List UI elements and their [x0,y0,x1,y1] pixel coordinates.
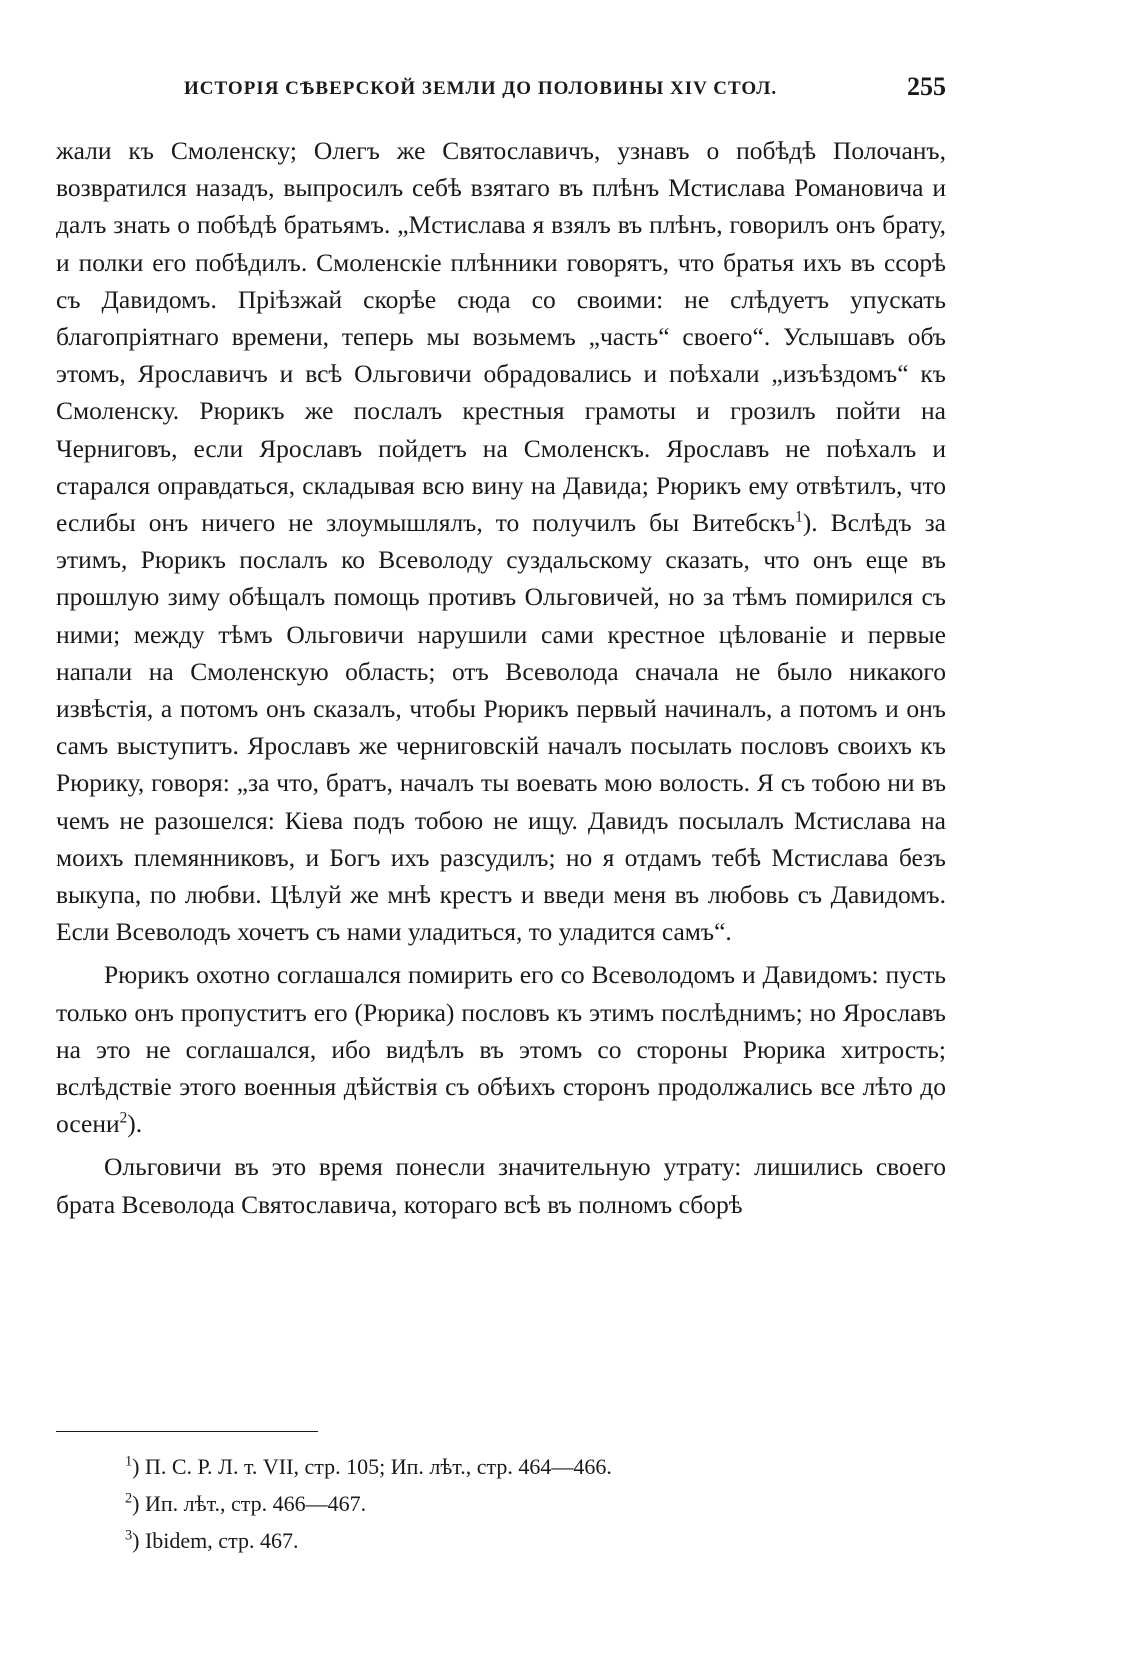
paragraph-1 [56,132,946,950]
footnote-mark-2: 2 [125,1490,133,1507]
footnote-ref-1: 1 [795,508,803,526]
footnote-3 [125,1522,945,1559]
paragraph-2-end: ). [127,1109,143,1139]
footnote-mark-3: 3 [125,1527,133,1544]
paragraph-2 [56,956,946,1142]
footnote-ref-2: 2 [119,1109,128,1127]
footnote-2 [125,1485,945,1522]
page-header [56,72,946,112]
paragraph-1-text: жали къ Смоленску; Олегъ же Святославичъ, узнавъ о побѣдѣ Полочанъ, возвратился назадъ, выпросилъ себѣ взятаго въ плѣнъ Мстислава Романовича и далъ знать о побѣдѣ братьямъ. „Мстислава я взялъ въ плѣнъ, говорилъ онъ брату, и полки его побѣдилъ. Смоленскіе плѣнники говорятъ, что братья ихъ въ ссорѣ съ Давидомъ. Пріѣзжай скорѣе сюда со своими: не слѣдуетъ упускать благопріятнаго времени, теперь мы возьмемъ „часть“ своего“. Услышавъ объ этомъ, Ярославичъ и всѣ Ольговичи обрадовались и поѣхали „изъѣздомъ“ къ Смоленску. Рюрикъ же послалъ крестныя грамоты и грозилъ пойти на Черниговъ, если Ярославъ пойдетъ на Смоленскъ. Ярославъ не поѣхалъ и старался оправдаться, складывая всю вину на Давида; Рюрикъ ему отвѣтилъ, что еслибы онъ ничего не злоумышлялъ, то получилъ бы Витебскъ [56,136,946,538]
main-text [56,132,946,1223]
footnote-1 [125,1448,945,1485]
paragraph-3 [56,1148,946,1222]
page-number: 255 [907,72,946,101]
footnote-text-2: ) Ип. лѣт., стр. 466—467. [132,1491,367,1516]
paragraph-3-text: Ольговичи въ это время понесли значительную утрату: лишились своего брата Всеволода Святославича, котораго всѣ въ полномъ сборѣ [56,1152,946,1219]
running-title: ИСТОРІЯ СѢВЕРСКОЙ ЗЕМЛИ ДО ПОЛОВИНЫ XIV СТОЛ. [184,78,778,99]
footnote-mark-1: 1 [125,1453,133,1470]
paragraph-1-continuation: ). Вслѣдъ за этимъ, Рюрикъ послалъ ко Всеволоду суздальскому сказать, что онъ еще въ прошлую зиму обѣщалъ помощь противъ Ольговичей, но за тѣмъ помирился съ ними; между тѣмъ Ольговичи нарушили сами крестное цѣлованіе и первые напали на Смоленскую область; отъ Всеволода сначала не было никакого извѣстія, а потомъ онъ сказалъ, чтобы Рюрикъ первый начиналъ, а потомъ и онъ самъ выступитъ. Ярославъ же черниговскій началъ посылать пословъ своихъ къ Рюрику, говоря: „за что, братъ, началъ ты воевать мою волость. Я съ тобою ни въ чемъ не разошелся: Кіева подъ тобою не ищу. Давидъ посылалъ Мстислава на моихъ племянниковъ, и Богъ ихъ разсудилъ; но я отдамъ тебѣ Мстислава безъ выкупа, по любви. Цѣлуй же мнѣ крестъ и введи меня въ любовь съ Давидомъ. Если Всеволодъ хочетъ съ нами уладиться, то уладится самъ“. [56,508,946,947]
footnotes [125,1448,945,1559]
footnote-text-3: ) Ibidem, стр. 467. [132,1528,299,1553]
footnote-text-1: ) П. С. Р. Л. т. VII, стр. 105; Ип. лѣт., стр. 464—466. [132,1454,612,1479]
paragraph-2-text: Рюрикъ охотно соглашался помирить его со Всеволодомъ и Давидомъ: пусть только онъ пропуститъ его (Рюрика) пословъ къ этимъ послѣднимъ; но Ярославъ на это не соглашался, ибо видѣлъ въ этомъ со стороны Рюрика хитрость; вслѣдствіе этого военныя дѣйствія съ обѣихъ сторонъ продолжались все лѣто до осени [56,960,946,1139]
footnote-divider [56,1431,318,1432]
